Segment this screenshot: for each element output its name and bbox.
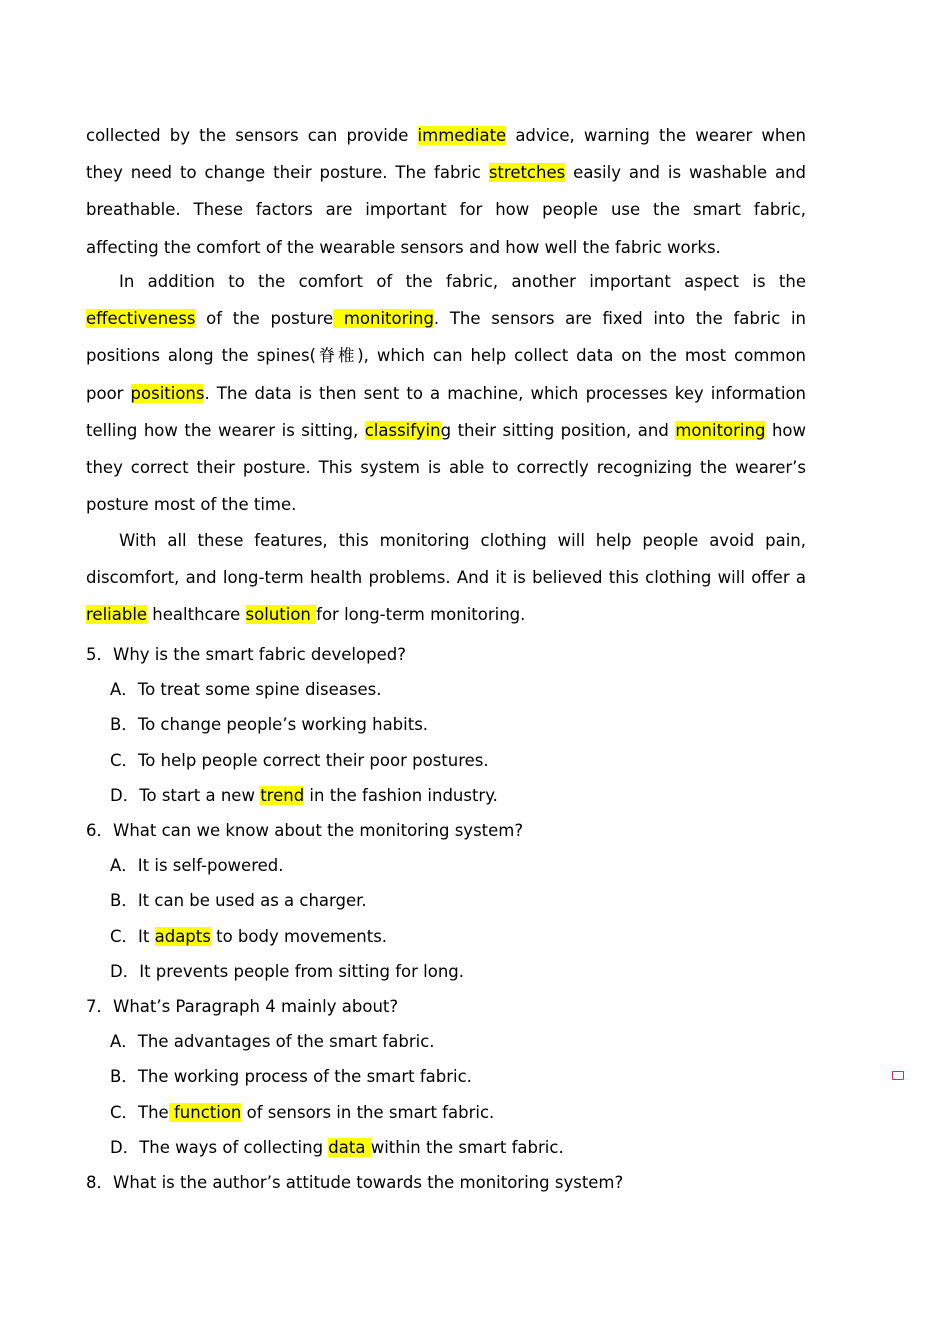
answer-option[interactable]	[110, 1063, 472, 1087]
answer-option[interactable]	[110, 711, 428, 735]
highlighted-word: classifyin	[364, 420, 441, 440]
text-run: B．It can be used as a charger.	[110, 891, 367, 911]
text-run: B．The working process of the smart fabric.	[110, 1067, 472, 1087]
text-line	[86, 559, 806, 596]
text-run: g their sitting position, and	[440, 420, 676, 440]
text-line	[86, 229, 806, 266]
text-run: D．To start a new	[110, 785, 261, 805]
answer-option[interactable]	[110, 887, 367, 911]
text-line	[86, 337, 806, 374]
text-run: B．To change people’s working habits.	[110, 715, 429, 735]
highlighted-word: trend	[260, 785, 305, 805]
text-run: of sensors in the smart fabric.	[241, 1102, 495, 1122]
text-line	[86, 596, 806, 633]
text-run: D．The ways of collecting	[110, 1137, 329, 1157]
highlighted-word: data	[328, 1137, 371, 1157]
highlighted-word: stretches	[488, 163, 566, 183]
text-run: . The sensors are fixed into the fabric in	[433, 309, 806, 329]
text-line	[86, 522, 806, 559]
text-run: to body movements.	[210, 926, 388, 946]
text-line	[86, 154, 806, 191]
text-run: advice, warning the wearer when	[506, 126, 806, 145]
text-run: how	[765, 420, 806, 440]
answer-option[interactable]	[110, 1028, 435, 1052]
text-run: In addition to the comfort of the fabric, another important aspect is the	[119, 272, 806, 291]
highlighted-word: solution	[245, 605, 317, 625]
text-run: in the fashion industry.	[304, 785, 498, 805]
text-run: D．It prevents people from sitting for long.	[110, 961, 465, 981]
text-run: posture most of the time.	[86, 495, 297, 515]
highlighted-word: adapts	[154, 926, 211, 946]
text-run: discomfort, and long-term health problems. And it is believed this clothing will offer a	[86, 568, 806, 588]
question-stem	[86, 1169, 623, 1193]
answer-option[interactable]	[110, 676, 381, 700]
text-run: within the smart fabric.	[370, 1137, 564, 1157]
text-line	[86, 191, 806, 228]
highlighted-word: positions	[130, 383, 205, 403]
answer-option[interactable]	[110, 958, 464, 982]
highlighted-word: effectiveness	[86, 309, 196, 329]
answer-option[interactable]	[110, 923, 387, 947]
text-run: A．It is self-powered.	[110, 856, 284, 876]
cjk-gloss: 脊椎	[316, 346, 358, 366]
text-run: ), which can help collect data on the most common	[357, 346, 806, 366]
text-line	[86, 300, 806, 337]
text-run: . The data is then sent to a machine, which processes key information	[204, 383, 806, 403]
answer-option[interactable]	[110, 1099, 494, 1123]
text-run: telling how the wearer is sitting,	[86, 420, 365, 440]
text-run: With all these features, this monitoring clothing will help people avoid pain,	[119, 531, 806, 550]
question-stem	[86, 641, 406, 665]
text-run: 7．What’s Paragraph 4 mainly about?	[86, 997, 399, 1016]
text-run: for long-term monitoring.	[316, 605, 526, 625]
question-stem	[86, 817, 523, 841]
question-stem	[86, 993, 398, 1017]
highlighted-word: function	[168, 1102, 242, 1122]
text-line	[86, 449, 806, 486]
comment-marker-icon[interactable]	[892, 1071, 904, 1080]
text-line	[86, 486, 806, 523]
text-run: 5．Why is the smart fabric developed?	[86, 645, 406, 664]
paragraph-3	[86, 117, 806, 266]
answer-option[interactable]	[110, 782, 498, 806]
text-run: A．To treat some spine diseases.	[110, 680, 382, 700]
text-run: collected by the sensors can provide	[86, 126, 418, 145]
highlighted-word: monitoring	[333, 309, 434, 329]
answer-option[interactable]	[110, 1134, 564, 1158]
text-run: C．To help people correct their poor postures.	[110, 750, 489, 770]
text-run: they correct their posture. This system is able to correctly recognizing the wearer’s	[86, 457, 806, 477]
text-run: poor	[86, 383, 131, 403]
text-run: 6．What can we know about the monitoring system?	[86, 821, 524, 840]
text-line	[86, 375, 806, 412]
answer-option[interactable]	[110, 747, 489, 771]
text-run: affecting the comfort of the wearable sensors and how well the fabric works.	[86, 237, 721, 257]
text-run: C．It	[110, 926, 155, 946]
text-run: healthcare	[147, 605, 246, 625]
text-run: C．The	[110, 1102, 169, 1122]
highlighted-word: reliable	[86, 605, 148, 625]
text-run: 8．What is the author’s attitude towards the monitoring system?	[86, 1173, 624, 1192]
text-line	[86, 117, 806, 154]
text-run: A．The advantages of the smart fabric.	[110, 1032, 435, 1052]
text-run: of the posture	[195, 309, 334, 329]
text-run: positions along the spines(	[86, 346, 316, 366]
paragraph-4	[86, 263, 806, 523]
text-run: they need to change their posture. The fabric	[86, 163, 489, 183]
text-line	[86, 412, 806, 449]
text-run: breathable. These factors are important for how people use the smart fabric,	[86, 200, 806, 220]
paragraph-5	[86, 522, 806, 634]
text-line	[86, 263, 806, 300]
answer-option[interactable]	[110, 852, 284, 876]
text-run: easily and is washable and	[565, 163, 806, 183]
highlighted-word: monitoring	[675, 420, 766, 440]
highlighted-word: immediate	[417, 126, 507, 145]
